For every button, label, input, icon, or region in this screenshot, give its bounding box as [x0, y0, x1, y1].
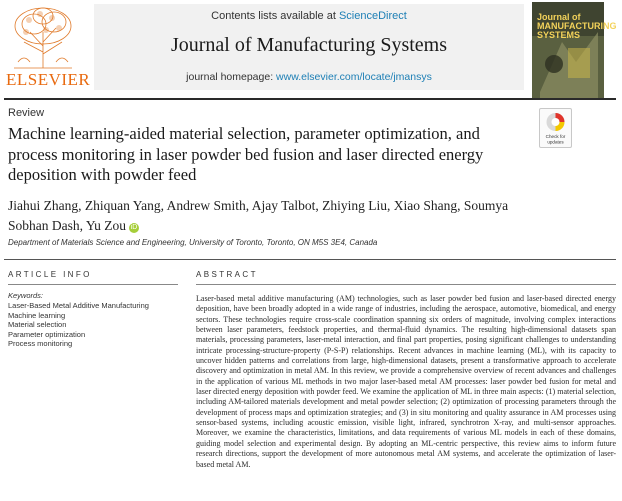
keyword-item: Laser-Based Metal Additive Manufacturing [8, 301, 149, 310]
journal-homepage-link[interactable]: www.elsevier.com/locate/jmansys [276, 71, 432, 83]
abstract-text: Laser-based metal additive manufacturing (AM) technologies, such as laser powder bed fusion and laser-based directed energy deposition, have been broadly adopted in a wide range of industries, including the aerospace, automotive, biomedical, and energy sectors. These technologies require cross-scale coordination spanning six orders of magnitude, involving complex interactions between laser parameters, feedstock properties, and thermal-fluid dynamics. The resulting high-dimensional datasets span materials, processing parameters, laser-metal interaction, and final part properties, posing significant challenges to understanding intricate processing-structure-property (P-S-P) relationships. Recent advances in machine learning (ML), with its capacity to uncover hidden patterns and correlations from large, high-dimensional datasets, present a transformative approach to accelerate discovery and optimization in metal AM. In this review, we provide a comprehensive overview of recent advances and challenges in the application of various ML methods in two major laser-based metal AM processes: laser powder bed fusion for metal and laser directed energy deposition with powder feed. We examine the application of ML in three main aspects: (1) material selection, including AM-tailored materials development and metal powder selection; (2) optimization of processing parameters through the development of process maps and optimization strategies; and (3) in situ monitoring and quality assurance in AM processes using sensor-based systems, including acoustic emission, visible light, infrared, synchrotron X-ray, and multi-sensor approaches. Moreover, we examine the characteristics, limitations, and data requirements of various ML models in each of these domains, guiding model selection and experimental design. By adopting an ML-centric perspective, this review aims to inform future research directions, support the development of more autonomous metal AM systems, and accelerate the optimization of laser-based metal AM. [196, 294, 616, 469]
homepage-line [94, 71, 524, 83]
keyword-item: Parameter optimization [8, 329, 86, 339]
article-info-rule [8, 284, 178, 285]
article-info-heading: ARTICLE INFO [8, 270, 92, 279]
paper-title: Machine learning-aided material selection, parameter optimization, and process monitoring in laser powder bed fusion and laser directed energy deposition with powder feed [8, 124, 484, 184]
sciencedirect-link[interactable]: ScienceDirect [338, 10, 407, 22]
affiliation: Department of Materials Science and Engineering, University of Toronto, Toronto, ON M5S 3E4, Canada [8, 238, 378, 247]
article-type: Review [8, 107, 45, 119]
keywords-list [8, 301, 149, 349]
keyword-item: Process monitoring [8, 339, 73, 348]
journal-title: Journal of Manufacturing Systems [170, 34, 448, 56]
meta-divider [4, 259, 616, 260]
svg-text:updates: updates [547, 139, 564, 145]
orcid-icon[interactable]: iD [130, 224, 138, 231]
abstract-heading: ABSTRACT [196, 270, 258, 279]
keyword-item: Machine learning [8, 310, 66, 320]
svg-text:Check for: Check for [545, 134, 566, 139]
homepage-prefix: journal homepage: [186, 71, 277, 83]
cover-title: Journal of MANUFACTURING SYSTEMS [537, 12, 617, 40]
keywords-label: Keywords: [8, 291, 44, 300]
check-for-updates-badge[interactable] [539, 108, 572, 148]
contents-prefix: Contents lists available at [211, 10, 339, 22]
publisher-name: ELSEVIER [6, 70, 91, 89]
authors-text: Jiahui Zhang, Zhiquan Yang, Andrew Smith, Ajay Talbot, Zhiying Liu, Xiao Shang, Soumya Sobhan Dash, Yu Zou [8, 198, 509, 233]
keyword-item: Material selection [8, 320, 67, 329]
contents-line [94, 10, 524, 22]
header-divider [4, 98, 616, 100]
abstract-rule [196, 284, 616, 285]
author-list [8, 196, 528, 236]
